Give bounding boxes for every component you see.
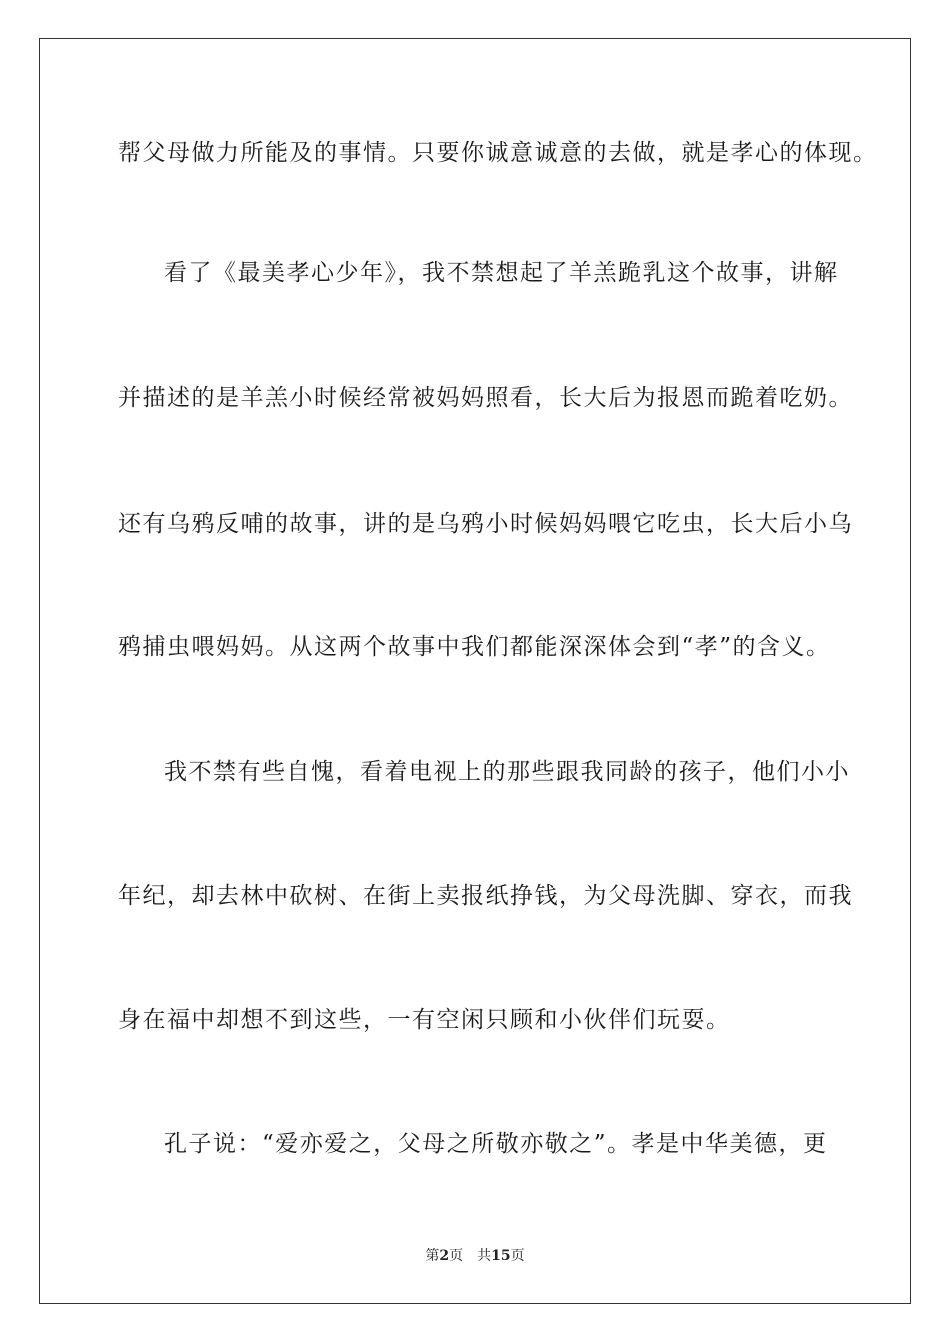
body-text-line: 并描述的是羊羔小时候经常被妈妈照看，长大后为报恩而跪着吃奶。 <box>118 385 853 411</box>
body-text-line: 年纪，却去林中砍树、在街上卖报纸挣钱，为父母洗脚、穿衣，而我 <box>118 883 853 909</box>
body-text-line: 帮父母做力所能及的事情。只要你诚意诚意的去做，就是孝心的体现。 <box>118 140 878 166</box>
body-text-line: 我不禁有些自愧，看着电视上的那些跟我同龄的孩子，他们小小 <box>164 759 850 785</box>
total-prefix: 共 <box>477 1248 492 1264</box>
body-text-line: 还有乌鸦反哺的故事，讲的是乌鸦小时候妈妈喂它吃虫，长大后小乌 <box>118 511 853 537</box>
total-suffix: 页 <box>510 1248 525 1264</box>
page-number: 2 <box>439 1248 450 1264</box>
body-text-line: 身在福中却想不到这些，一有空闲只顾和小伙伴们玩耍。 <box>118 1007 731 1033</box>
page-border <box>39 38 911 1304</box>
body-text-line: 鸦捕虫喂妈妈。从这两个故事中我们都能深深体会到“孝”的含义。 <box>118 634 831 660</box>
page-footer <box>0 1247 950 1265</box>
page-suffix: 页 <box>449 1248 464 1264</box>
body-text-line: 看了《最美孝心少年》，我不禁想起了羊羔跪乳这个故事，讲解 <box>164 260 839 286</box>
body-text-line: 孔子说：“爱亦爱之，父母之所敬亦敬之”。孝是中华美德，更 <box>164 1131 828 1157</box>
page-prefix: 第 <box>425 1248 440 1264</box>
total-pages: 15 <box>491 1248 511 1264</box>
